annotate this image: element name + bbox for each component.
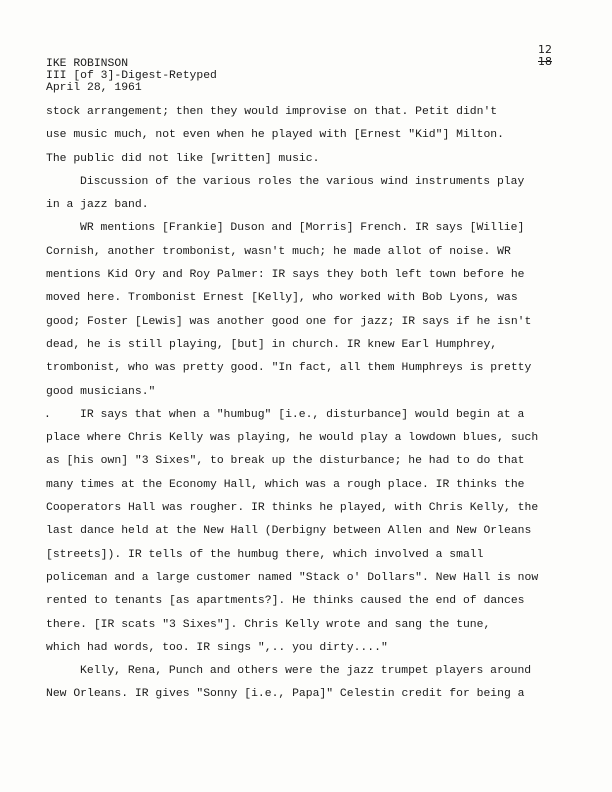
text-line: stock arrangement; then they would improvise on that. Petit didn't — [46, 106, 498, 118]
text-line: which had words, too. IR sings ",.. you dirty...." — [46, 641, 388, 654]
text-line: The public did not like [written] music. — [46, 152, 320, 165]
text-line: many times at the Economy Hall, which was a rough place. IR thinks the — [46, 478, 525, 491]
text-line: mentions Kid Ory and Roy Palmer: IR says they both left town before he — [46, 269, 525, 282]
paragraph-first-line: Kelly, Rena, Punch and others were the jazz trumpet players around — [80, 665, 532, 678]
header-name: IKE ROBINSON — [46, 58, 129, 70]
header-date: April 28, 1961 — [46, 82, 142, 94]
stray-mark: . — [44, 408, 51, 421]
text-line: Cornish, another trombonist, wasn't much; he made allot of noise. WR — [46, 245, 511, 258]
paragraph-first-line: Discussion of the various roles the various wind instruments play — [80, 175, 525, 188]
document-header — [46, 58, 217, 94]
page-number-current: 12 — [538, 43, 552, 56]
text-line: last dance held at the New Hall (Derbigny between Allen and New Orleans — [46, 525, 532, 538]
text-line: as [his own] "3 Sixes", to break up the disturbance; he had to do that — [46, 455, 525, 468]
text-line: dead, he is still playing, [but] in church. IR knew Earl Humphrey, — [46, 338, 498, 351]
transcript-body — [46, 101, 586, 707]
page-number — [538, 44, 552, 68]
text-line: [streets]). IR tells of the humbug there, which involved a small — [46, 548, 484, 561]
text-line: good; Foster [Lewis] was another good one for jazz; IR says if he isn't — [46, 315, 532, 328]
paragraph-first-line-wrap — [46, 404, 586, 427]
text-line: in a jazz band. — [46, 199, 149, 212]
text-line: there. [IR scats "3 Sixes"]. Chris Kelly wrote and sang the tune, — [46, 618, 491, 631]
text-line: use music much, not even when he played with [Ernest "Kid"] Milton. — [46, 129, 504, 142]
paragraph-first-line: IR says that when a "humbug" [i.e., disturbance] would begin at a — [80, 408, 525, 421]
page-number-struck: 18 — [538, 55, 552, 68]
header-reel: III [of 3]-Digest-Retyped — [46, 70, 217, 82]
paragraph-first-line: WR mentions [Frankie] Duson and [Morris] French. IR says [Willie] — [80, 222, 525, 235]
text-line: New Orleans. IR gives "Sonny [i.e., Papa]" Celestin credit for being a — [46, 688, 525, 701]
text-line: rented to tenants [as apartments?]. He thinks caused the end of dances — [46, 595, 525, 608]
text-line: moved here. Trombonist Ernest [Kelly], who worked with Bob Lyons, was — [46, 292, 518, 305]
text-line: place where Chris Kelly was playing, he would play a lowdown blues, such — [46, 432, 539, 445]
text-line: good musicians." — [46, 385, 156, 398]
text-line: policeman and a large customer named "Stack o' Dollars". New Hall is now — [46, 571, 539, 584]
text-line: trombonist, who was pretty good. "In fact, all them Humphreys is pretty — [46, 362, 532, 375]
text-line: Cooperators Hall was rougher. IR thinks he played, with Chris Kelly, the — [46, 502, 539, 515]
